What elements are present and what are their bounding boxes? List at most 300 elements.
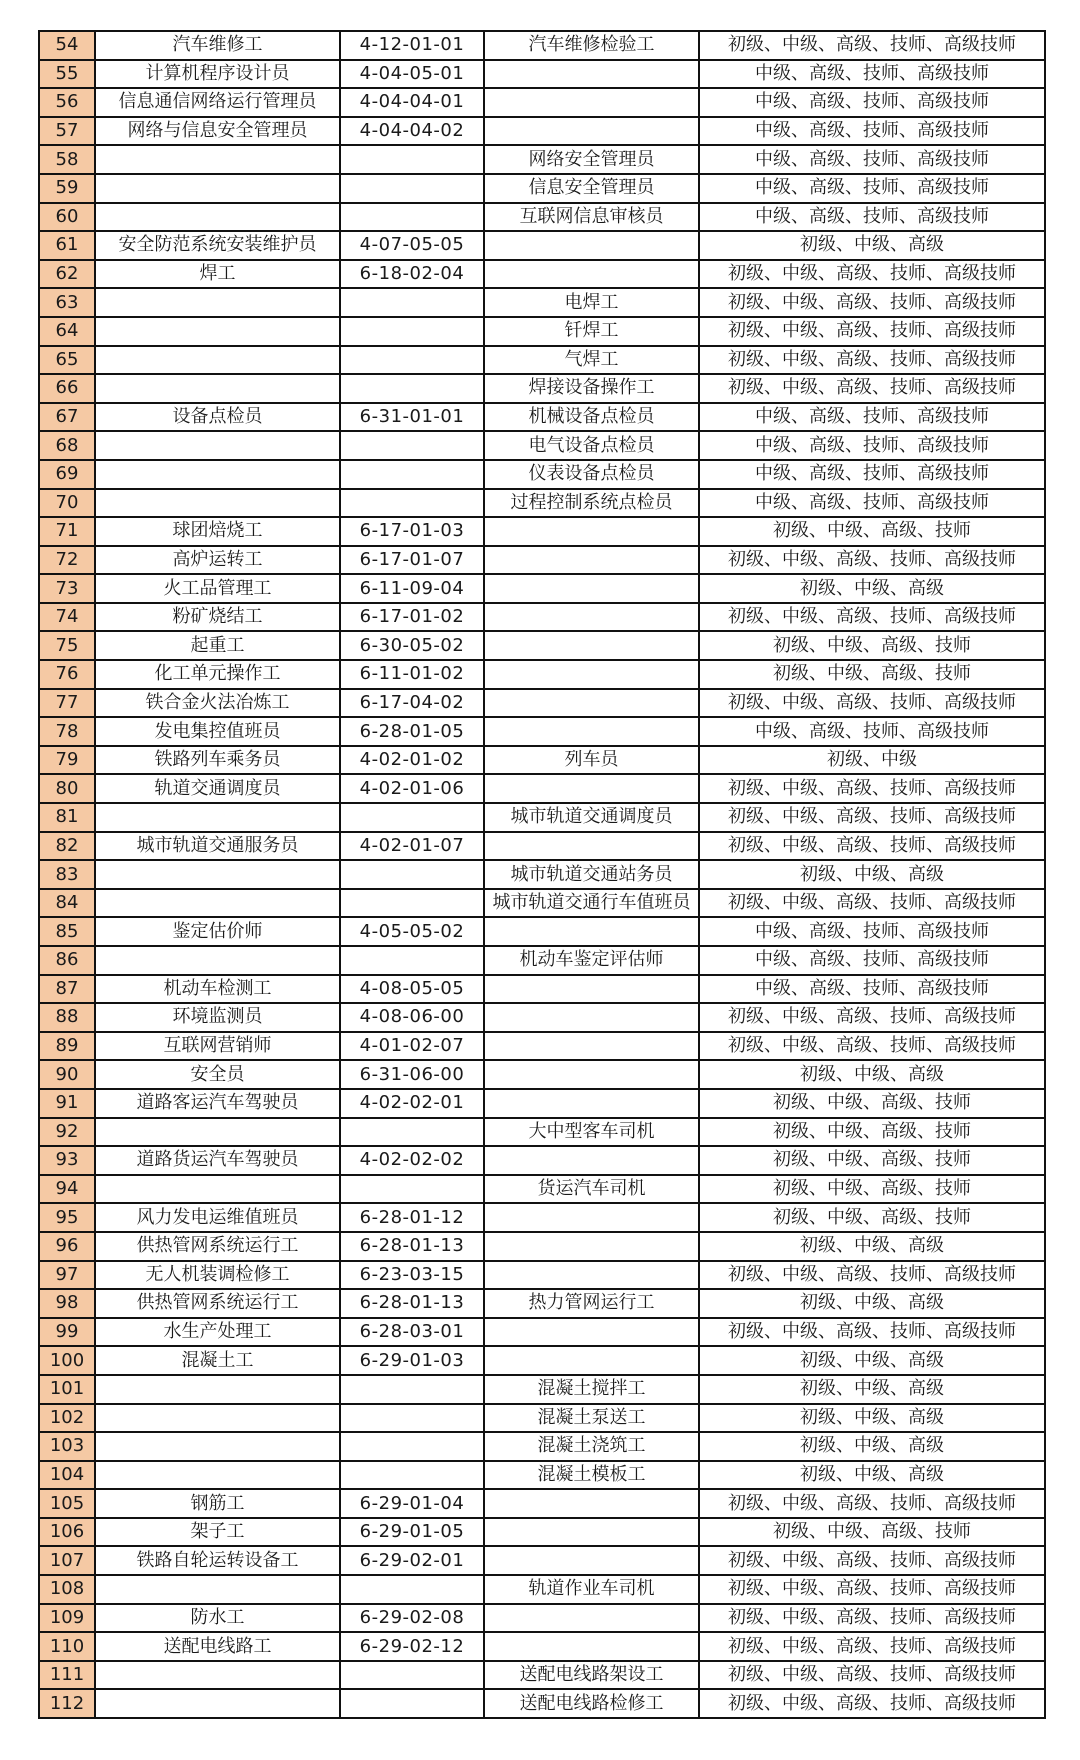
occupation-code-cell: [340, 860, 484, 889]
skill-levels-cell: 中级、高级、技师、高级技师: [699, 145, 1045, 174]
table-row: [39, 1261, 1045, 1290]
sub-occupation-name-cell: 混凝土浇筑工: [484, 1432, 699, 1461]
table-row: [39, 1404, 1045, 1433]
skill-levels-cell: 初级、中级、高级、技师: [699, 1089, 1045, 1118]
row-number-cell: 77: [39, 689, 95, 718]
table-row: [39, 1432, 1045, 1461]
skill-levels-cell: 初级、中级、高级: [699, 1232, 1045, 1261]
table-row: [39, 260, 1045, 289]
table-row: [39, 288, 1045, 317]
occupation-name-cell: 互联网营销师: [95, 1032, 340, 1061]
row-number-cell: 55: [39, 60, 95, 89]
sub-occupation-name-cell: 热力管网运行工: [484, 1289, 699, 1318]
table-row: [39, 1575, 1045, 1604]
occupation-name-cell: 无人机装调检修工: [95, 1261, 340, 1290]
occupation-code-cell: 4-02-01-02: [340, 746, 484, 775]
table-row: [39, 660, 1045, 689]
sub-occupation-name-cell: [484, 1203, 699, 1232]
table-row: [39, 1175, 1045, 1204]
sub-occupation-name-cell: [484, 1518, 699, 1547]
occupation-name-cell: 防水工: [95, 1604, 340, 1633]
skill-levels-cell: 初级、中级、高级、技师、高级技师: [699, 889, 1045, 918]
sub-occupation-name-cell: [484, 660, 699, 689]
row-number-cell: 70: [39, 489, 95, 518]
table-row: [39, 1375, 1045, 1404]
skill-levels-cell: 初级、中级、高级、技师、高级技师: [699, 803, 1045, 832]
row-number-cell: 72: [39, 546, 95, 575]
occupation-name-cell: 铁合金火法冶炼工: [95, 689, 340, 718]
table-row: [39, 1318, 1045, 1347]
table-row: [39, 517, 1045, 546]
occupation-name-cell: [95, 346, 340, 375]
table-row: [39, 1003, 1045, 1032]
row-number-cell: 63: [39, 288, 95, 317]
occupation-code-cell: [340, 1118, 484, 1147]
table-row: [39, 88, 1045, 117]
row-number-cell: 104: [39, 1461, 95, 1490]
occupation-name-cell: [95, 431, 340, 460]
row-number-cell: 100: [39, 1346, 95, 1375]
occupation-name-cell: [95, 288, 340, 317]
sub-occupation-name-cell: 混凝土搅拌工: [484, 1375, 699, 1404]
sub-occupation-name-cell: [484, 1632, 699, 1661]
table-row: [39, 203, 1045, 232]
sub-occupation-name-cell: [484, 574, 699, 603]
row-number-cell: 89: [39, 1032, 95, 1061]
row-number-cell: 58: [39, 145, 95, 174]
skill-levels-cell: 中级、高级、技师、高级技师: [699, 489, 1045, 518]
row-number-cell: 80: [39, 774, 95, 803]
skill-levels-cell: 初级、中级、高级: [699, 860, 1045, 889]
skill-levels-cell: 中级、高级、技师、高级技师: [699, 88, 1045, 117]
row-number-cell: 54: [39, 31, 95, 60]
occupation-code-cell: 4-01-02-07: [340, 1032, 484, 1061]
occupation-table-container: [38, 30, 1044, 1719]
row-number-cell: 76: [39, 660, 95, 689]
row-number-cell: 79: [39, 746, 95, 775]
skill-levels-cell: 初级、中级、高级、技师、高级技师: [699, 1546, 1045, 1575]
table-row: [39, 346, 1045, 375]
table-row: [39, 374, 1045, 403]
row-number-cell: 82: [39, 832, 95, 861]
table-row: [39, 403, 1045, 432]
occupation-code-cell: 6-17-01-03: [340, 517, 484, 546]
skill-levels-cell: 中级、高级、技师、高级技师: [699, 431, 1045, 460]
row-number-cell: 83: [39, 860, 95, 889]
table-row: [39, 1203, 1045, 1232]
sub-occupation-name-cell: [484, 1232, 699, 1261]
occupation-code-cell: 6-29-02-12: [340, 1632, 484, 1661]
row-number-cell: 71: [39, 517, 95, 546]
skill-levels-cell: 初级、中级、高级、技师: [699, 660, 1045, 689]
row-number-cell: 64: [39, 317, 95, 346]
occupation-code-cell: 6-29-01-05: [340, 1518, 484, 1547]
occupation-name-cell: 风力发电运维值班员: [95, 1203, 340, 1232]
row-number-cell: 99: [39, 1318, 95, 1347]
table-row: [39, 145, 1045, 174]
sub-occupation-name-cell: [484, 1060, 699, 1089]
row-number-cell: 81: [39, 803, 95, 832]
sub-occupation-name-cell: [484, 231, 699, 260]
occupation-name-cell: 计算机程序设计员: [95, 60, 340, 89]
table-row: [39, 546, 1045, 575]
table-row: [39, 603, 1045, 632]
table-row: [39, 317, 1045, 346]
skill-levels-cell: 初级、中级、高级: [699, 574, 1045, 603]
occupation-code-cell: 6-29-02-08: [340, 1604, 484, 1633]
row-number-cell: 97: [39, 1261, 95, 1290]
occupation-code-cell: 6-31-06-00: [340, 1060, 484, 1089]
skill-levels-cell: 初级、中级、高级、技师: [699, 1518, 1045, 1547]
row-number-cell: 59: [39, 174, 95, 203]
table-row: [39, 1089, 1045, 1118]
sub-occupation-name-cell: 列车员: [484, 746, 699, 775]
table-row: [39, 860, 1045, 889]
occupation-name-cell: 轨道交通调度员: [95, 774, 340, 803]
row-number-cell: 88: [39, 1003, 95, 1032]
row-number-cell: 61: [39, 231, 95, 260]
sub-occupation-name-cell: [484, 1003, 699, 1032]
occupation-name-cell: 铁路自轮运转设备工: [95, 1546, 340, 1575]
occupation-name-cell: 焊工: [95, 260, 340, 289]
table-row: [39, 832, 1045, 861]
row-number-cell: 69: [39, 460, 95, 489]
sub-occupation-name-cell: 电焊工: [484, 288, 699, 317]
table-row: [39, 231, 1045, 260]
occupation-code-cell: 6-28-03-01: [340, 1318, 484, 1347]
row-number-cell: 103: [39, 1432, 95, 1461]
occupation-code-cell: [340, 946, 484, 975]
occupation-name-cell: [95, 489, 340, 518]
table-row: [39, 1289, 1045, 1318]
row-number-cell: 111: [39, 1661, 95, 1690]
sub-occupation-name-cell: [484, 917, 699, 946]
skill-levels-cell: 初级、中级: [699, 746, 1045, 775]
sub-occupation-name-cell: 城市轨道交通调度员: [484, 803, 699, 832]
skill-levels-cell: 初级、中级、高级、技师、高级技师: [699, 689, 1045, 718]
skill-levels-cell: 初级、中级、高级、技师、高级技师: [699, 1632, 1045, 1661]
table-row: [39, 917, 1045, 946]
occupation-code-cell: [340, 460, 484, 489]
row-number-cell: 91: [39, 1089, 95, 1118]
occupation-code-cell: [340, 431, 484, 460]
table-row: [39, 1032, 1045, 1061]
occupation-code-cell: 4-02-01-06: [340, 774, 484, 803]
skill-levels-cell: 初级、中级、高级、技师、高级技师: [699, 1689, 1045, 1718]
occupation-code-cell: [340, 374, 484, 403]
occupation-code-cell: [340, 889, 484, 918]
occupation-name-cell: 球团焙烧工: [95, 517, 340, 546]
occupation-code-cell: 6-28-01-12: [340, 1203, 484, 1232]
row-number-cell: 85: [39, 917, 95, 946]
row-number-cell: 92: [39, 1118, 95, 1147]
skill-levels-cell: 初级、中级、高级: [699, 1346, 1045, 1375]
table-row: [39, 975, 1045, 1004]
row-number-cell: 109: [39, 1604, 95, 1633]
skill-levels-cell: 初级、中级、高级、技师、高级技师: [699, 1661, 1045, 1690]
occupation-name-cell: [95, 1118, 340, 1147]
table-row: [39, 1146, 1045, 1175]
skill-levels-cell: 初级、中级、高级、技师: [699, 1203, 1045, 1232]
sub-occupation-name-cell: [484, 1546, 699, 1575]
occupation-name-cell: 城市轨道交通服务员: [95, 832, 340, 861]
sub-occupation-name-cell: [484, 1489, 699, 1518]
skill-levels-cell: 初级、中级、高级、技师、高级技师: [699, 374, 1045, 403]
occupation-name-cell: 鉴定估价师: [95, 917, 340, 946]
occupation-table: [38, 30, 1046, 1719]
sub-occupation-name-cell: [484, 88, 699, 117]
row-number-cell: 56: [39, 88, 95, 117]
occupation-name-cell: 火工品管理工: [95, 574, 340, 603]
sub-occupation-name-cell: [484, 1032, 699, 1061]
sub-occupation-name-cell: [484, 546, 699, 575]
occupation-code-cell: 4-08-05-05: [340, 975, 484, 1004]
occupation-name-cell: 混凝土工: [95, 1346, 340, 1375]
skill-levels-cell: 初级、中级、高级、技师、高级技师: [699, 1318, 1045, 1347]
occupation-code-cell: 6-28-01-13: [340, 1232, 484, 1261]
table-row: [39, 631, 1045, 660]
table-row: [39, 946, 1045, 975]
row-number-cell: 67: [39, 403, 95, 432]
occupation-name-cell: 架子工: [95, 1518, 340, 1547]
occupation-name-cell: [95, 203, 340, 232]
occupation-code-cell: [340, 1175, 484, 1204]
skill-levels-cell: 中级、高级、技师、高级技师: [699, 917, 1045, 946]
table-row: [39, 689, 1045, 718]
occupation-name-cell: [95, 1461, 340, 1490]
sub-occupation-name-cell: 焊接设备操作工: [484, 374, 699, 403]
occupation-code-cell: [340, 317, 484, 346]
sub-occupation-name-cell: [484, 1318, 699, 1347]
occupation-code-cell: 4-05-05-02: [340, 917, 484, 946]
row-number-cell: 87: [39, 975, 95, 1004]
row-number-cell: 74: [39, 603, 95, 632]
occupation-code-cell: 6-30-05-02: [340, 631, 484, 660]
sub-occupation-name-cell: [484, 1604, 699, 1633]
skill-levels-cell: 初级、中级、高级: [699, 1404, 1045, 1433]
skill-levels-cell: 中级、高级、技师、高级技师: [699, 403, 1045, 432]
occupation-code-cell: 6-18-02-04: [340, 260, 484, 289]
table-row: [39, 174, 1045, 203]
skill-levels-cell: 初级、中级、高级、技师、高级技师: [699, 1032, 1045, 1061]
skill-levels-cell: 初级、中级、高级、技师、高级技师: [699, 1261, 1045, 1290]
sub-occupation-name-cell: 网络安全管理员: [484, 145, 699, 174]
occupation-code-cell: 4-02-02-02: [340, 1146, 484, 1175]
sub-occupation-name-cell: [484, 774, 699, 803]
sub-occupation-name-cell: [484, 603, 699, 632]
occupation-code-cell: [340, 346, 484, 375]
skill-levels-cell: 初级、中级、高级、技师、高级技师: [699, 1489, 1045, 1518]
skill-levels-cell: 初级、中级、高级、技师、高级技师: [699, 317, 1045, 346]
row-number-cell: 68: [39, 431, 95, 460]
occupation-name-cell: 环境监测员: [95, 1003, 340, 1032]
skill-levels-cell: 中级、高级、技师、高级技师: [699, 203, 1045, 232]
table-row: [39, 717, 1045, 746]
occupation-code-cell: [340, 1575, 484, 1604]
occupation-name-cell: 粉矿烧结工: [95, 603, 340, 632]
row-number-cell: 66: [39, 374, 95, 403]
occupation-code-cell: [340, 288, 484, 317]
row-number-cell: 65: [39, 346, 95, 375]
occupation-name-cell: 网络与信息安全管理员: [95, 117, 340, 146]
occupation-name-cell: [95, 1375, 340, 1404]
occupation-name-cell: [95, 145, 340, 174]
skill-levels-cell: 中级、高级、技师、高级技师: [699, 975, 1045, 1004]
row-number-cell: 101: [39, 1375, 95, 1404]
skill-levels-cell: 初级、中级、高级、技师、高级技师: [699, 1003, 1045, 1032]
skill-levels-cell: 初级、中级、高级、技师、高级技师: [699, 1575, 1045, 1604]
table-row: [39, 1060, 1045, 1089]
sub-occupation-name-cell: [484, 117, 699, 146]
row-number-cell: 94: [39, 1175, 95, 1204]
occupation-code-cell: [340, 1375, 484, 1404]
sub-occupation-name-cell: 钎焊工: [484, 317, 699, 346]
sub-occupation-name-cell: 货运汽车司机: [484, 1175, 699, 1204]
occupation-code-cell: 6-28-01-13: [340, 1289, 484, 1318]
table-row: [39, 1346, 1045, 1375]
row-number-cell: 106: [39, 1518, 95, 1547]
table-row: [39, 746, 1045, 775]
table-row: [39, 774, 1045, 803]
sub-occupation-name-cell: 过程控制系统点检员: [484, 489, 699, 518]
table-row: [39, 460, 1045, 489]
table-row: [39, 1232, 1045, 1261]
sub-occupation-name-cell: 互联网信息审核员: [484, 203, 699, 232]
sub-occupation-name-cell: 大中型客车司机: [484, 1118, 699, 1147]
occupation-code-cell: [340, 803, 484, 832]
skill-levels-cell: 初级、中级、高级: [699, 1060, 1045, 1089]
occupation-code-cell: [340, 489, 484, 518]
skill-levels-cell: 中级、高级、技师、高级技师: [699, 460, 1045, 489]
row-number-cell: 57: [39, 117, 95, 146]
occupation-name-cell: 汽车维修工: [95, 31, 340, 60]
occupation-name-cell: 发电集控值班员: [95, 717, 340, 746]
table-row: [39, 117, 1045, 146]
sub-occupation-name-cell: 汽车维修检验工: [484, 31, 699, 60]
sub-occupation-name-cell: 城市轨道交通行车值班员: [484, 889, 699, 918]
occupation-name-cell: [95, 317, 340, 346]
table-row: [39, 1461, 1045, 1490]
occupation-code-cell: 6-23-03-15: [340, 1261, 484, 1290]
occupation-name-cell: 机动车检测工: [95, 975, 340, 1004]
sub-occupation-name-cell: 电气设备点检员: [484, 431, 699, 460]
occupation-code-cell: 6-29-01-03: [340, 1346, 484, 1375]
occupation-name-cell: 供热管网系统运行工: [95, 1232, 340, 1261]
occupation-code-cell: 6-17-04-02: [340, 689, 484, 718]
sub-occupation-name-cell: [484, 1146, 699, 1175]
sub-occupation-name-cell: 混凝土模板工: [484, 1461, 699, 1490]
table-row: [39, 60, 1045, 89]
row-number-cell: 62: [39, 260, 95, 289]
skill-levels-cell: 初级、中级、高级、技师、高级技师: [699, 346, 1045, 375]
occupation-name-cell: [95, 1404, 340, 1433]
occupation-name-cell: 水生产处理工: [95, 1318, 340, 1347]
occupation-name-cell: 送配电线路工: [95, 1632, 340, 1661]
occupation-code-cell: [340, 1432, 484, 1461]
occupation-code-cell: [340, 1689, 484, 1718]
occupation-name-cell: 高炉运转工: [95, 546, 340, 575]
skill-levels-cell: 初级、中级、高级、技师、高级技师: [699, 832, 1045, 861]
skill-levels-cell: 初级、中级、高级、技师: [699, 517, 1045, 546]
table-row: [39, 1489, 1045, 1518]
sub-occupation-name-cell: 仪表设备点检员: [484, 460, 699, 489]
skill-levels-cell: 中级、高级、技师、高级技师: [699, 946, 1045, 975]
sub-occupation-name-cell: [484, 1346, 699, 1375]
table-row: [39, 1604, 1045, 1633]
skill-levels-cell: 初级、中级、高级: [699, 1461, 1045, 1490]
occupation-name-cell: 道路客运汽车驾驶员: [95, 1089, 340, 1118]
skill-levels-cell: 初级、中级、高级、技师、高级技师: [699, 774, 1045, 803]
occupation-name-cell: 铁路列车乘务员: [95, 746, 340, 775]
occupation-name-cell: [95, 374, 340, 403]
occupation-code-cell: [340, 174, 484, 203]
occupation-name-cell: 道路货运汽车驾驶员: [95, 1146, 340, 1175]
skill-levels-cell: 初级、中级、高级: [699, 1432, 1045, 1461]
row-number-cell: 73: [39, 574, 95, 603]
occupation-name-cell: 供热管网系统运行工: [95, 1289, 340, 1318]
row-number-cell: 98: [39, 1289, 95, 1318]
row-number-cell: 86: [39, 946, 95, 975]
row-number-cell: 60: [39, 203, 95, 232]
skill-levels-cell: 中级、高级、技师、高级技师: [699, 60, 1045, 89]
skill-levels-cell: 初级、中级、高级、技师、高级技师: [699, 603, 1045, 632]
skill-levels-cell: 初级、中级、高级、技师、高级技师: [699, 260, 1045, 289]
sub-occupation-name-cell: [484, 1089, 699, 1118]
skill-levels-cell: 初级、中级、高级、技师: [699, 631, 1045, 660]
occupation-code-cell: 6-29-02-01: [340, 1546, 484, 1575]
skill-levels-cell: 初级、中级、高级、技师: [699, 1175, 1045, 1204]
occupation-code-cell: 6-11-09-04: [340, 574, 484, 603]
table-row: [39, 1632, 1045, 1661]
occupation-code-cell: 4-04-04-02: [340, 117, 484, 146]
sub-occupation-name-cell: [484, 517, 699, 546]
table-row: [39, 489, 1045, 518]
row-number-cell: 107: [39, 1546, 95, 1575]
occupation-code-cell: [340, 1404, 484, 1433]
occupation-name-cell: 钢筋工: [95, 1489, 340, 1518]
row-number-cell: 96: [39, 1232, 95, 1261]
table-row: [39, 1518, 1045, 1547]
sub-occupation-name-cell: [484, 1261, 699, 1290]
occupation-code-cell: 4-02-01-07: [340, 832, 484, 861]
sub-occupation-name-cell: [484, 717, 699, 746]
table-row: [39, 431, 1045, 460]
table-row: [39, 1661, 1045, 1690]
occupation-name-cell: [95, 1661, 340, 1690]
skill-levels-cell: 初级、中级、高级、技师、高级技师: [699, 1604, 1045, 1633]
row-number-cell: 112: [39, 1689, 95, 1718]
skill-levels-cell: 初级、中级、高级、技师: [699, 1118, 1045, 1147]
occupation-code-cell: 6-17-01-02: [340, 603, 484, 632]
skill-levels-cell: 初级、中级、高级、技师、高级技师: [699, 288, 1045, 317]
skill-levels-cell: 初级、中级、高级: [699, 1375, 1045, 1404]
occupation-name-cell: [95, 860, 340, 889]
row-number-cell: 78: [39, 717, 95, 746]
table-row: [39, 31, 1045, 60]
occupation-code-cell: [340, 145, 484, 174]
skill-levels-cell: 初级、中级、高级: [699, 1289, 1045, 1318]
occupation-name-cell: 起重工: [95, 631, 340, 660]
occupation-name-cell: [95, 1575, 340, 1604]
occupation-name-cell: [95, 174, 340, 203]
occupation-code-cell: 4-08-06-00: [340, 1003, 484, 1032]
row-number-cell: 105: [39, 1489, 95, 1518]
sub-occupation-name-cell: [484, 260, 699, 289]
occupation-name-cell: [95, 1689, 340, 1718]
occupation-name-cell: [95, 460, 340, 489]
occupation-code-cell: [340, 203, 484, 232]
occupation-code-cell: 4-02-02-01: [340, 1089, 484, 1118]
